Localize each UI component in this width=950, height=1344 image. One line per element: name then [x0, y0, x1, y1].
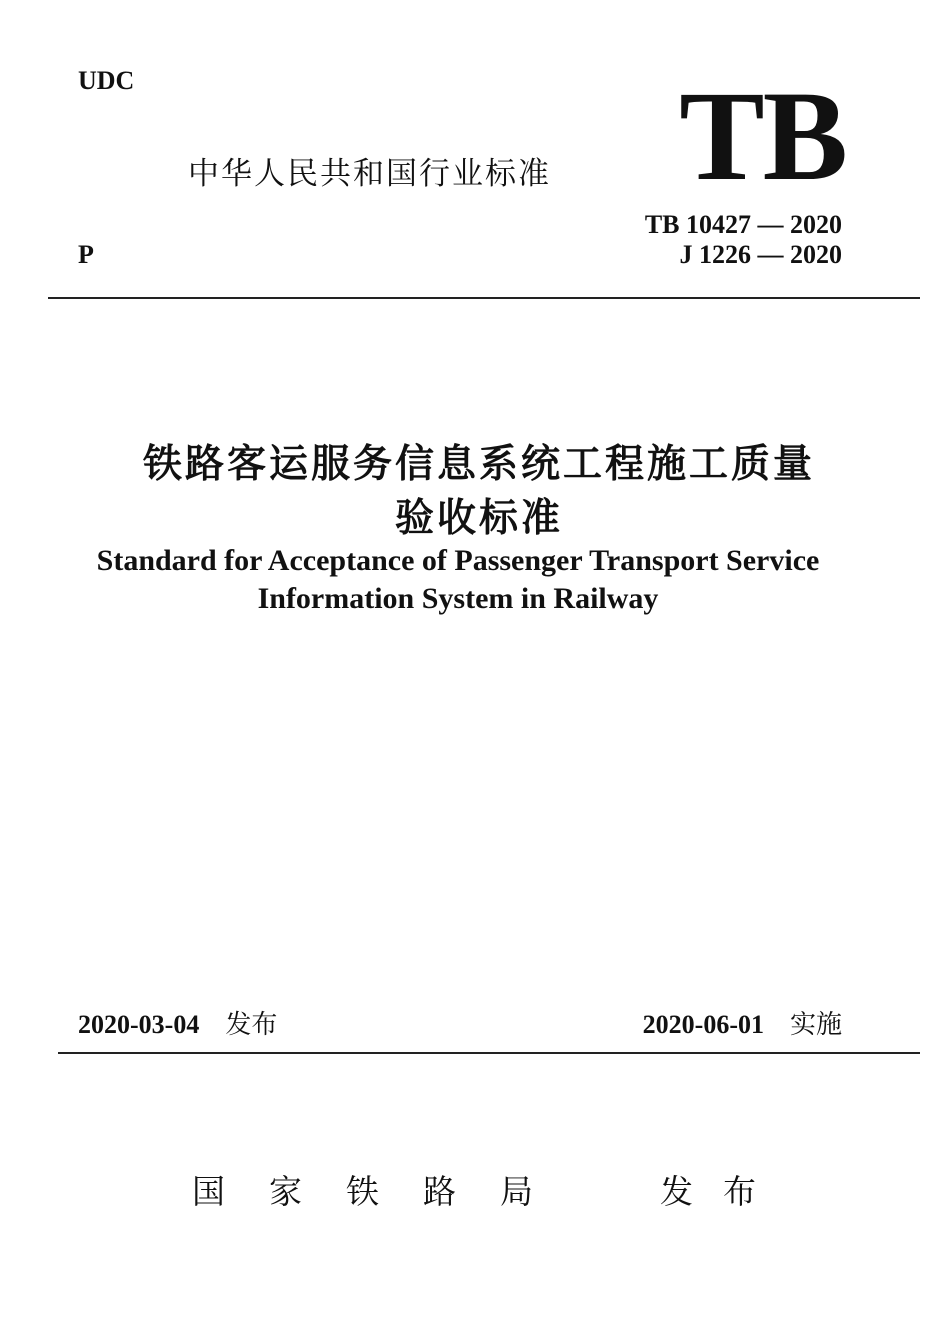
- publish-date: 2020-03-04: [78, 1010, 200, 1039]
- tb-code-logo: TB: [679, 65, 846, 207]
- title-en-line2: Information System in Railway: [257, 582, 659, 615]
- top-divider: [48, 297, 920, 299]
- publish-date-block: [78, 1004, 277, 1041]
- standard-number-j: J 1226 — 2020: [679, 240, 842, 269]
- standard-number-tb: TB 10427 — 2020: [644, 210, 842, 239]
- bottom-divider: [58, 1052, 920, 1054]
- implement-date: 2020-06-01: [642, 1010, 764, 1039]
- title-en-line1: Standard for Acceptance of Passenger Transport Service: [96, 544, 820, 577]
- implement-date-block: [643, 1004, 842, 1041]
- implement-label: 实施: [789, 1010, 842, 1040]
- title-cn-line1: 铁路客运服务信息系统工程施工质量: [142, 442, 815, 487]
- publish-label: 发布: [225, 1010, 278, 1040]
- issuer-action: 发布: [660, 1172, 786, 1211]
- issuer-organization: 国家铁路局: [192, 1172, 577, 1211]
- udc-label: UDC: [78, 66, 135, 95]
- title-cn-line2: 验收标准: [394, 496, 563, 541]
- industry-standard-heading: 中华人民共和国行业标准: [188, 156, 551, 192]
- classification-code: P: [78, 240, 94, 269]
